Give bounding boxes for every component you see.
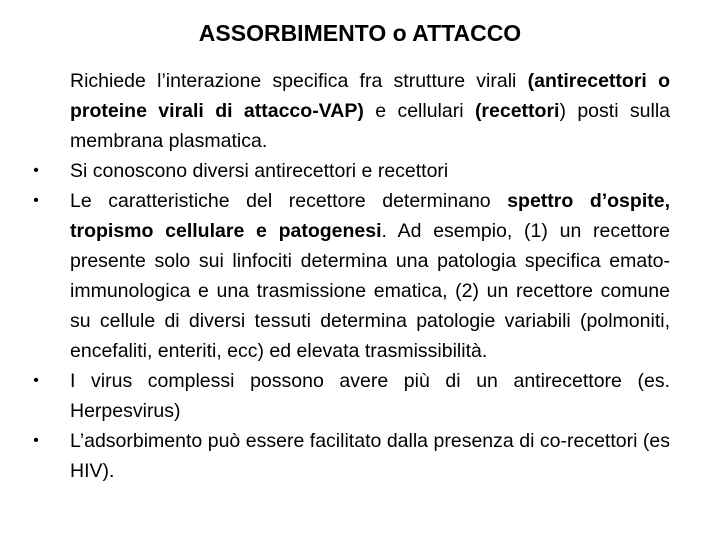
list-item [28, 156, 670, 186]
text-span: e cellulari [363, 100, 475, 122]
list-item-text [70, 426, 670, 486]
list-item [28, 186, 670, 366]
text-span: Si conoscono diversi antirecettori e recettori [70, 160, 449, 182]
list-item [28, 426, 670, 486]
slide-title: ASSORBIMENTO o ATTACCO [198, 20, 522, 46]
bold-text: spettro d’ospite, tropismo cellulare e patogenesi [70, 190, 670, 242]
list-item [28, 366, 670, 426]
text-span: I virus complessi possono avere più di un antirecettore (es. Herpesvirus) [70, 370, 670, 422]
list-item [28, 66, 670, 156]
bullet-dot-icon: • [33, 432, 39, 449]
text-span: ) posti sulla membrana plasmatica. [70, 100, 671, 152]
bullet-dot-icon: • [33, 372, 39, 389]
list-item-text [70, 156, 670, 186]
bold-text: (recettori [474, 100, 560, 122]
text-span: L’adsorbimento può essere facilitato dalla presenza di co-recettori (es HIV). [70, 430, 670, 482]
list-item-text [70, 66, 670, 156]
text-span: Richiede l’interazione specifica fra strutture virali [70, 70, 528, 92]
list-item-text [70, 186, 670, 366]
bold-text: (antirecettori o proteine virali di attacco-VAP) [70, 70, 670, 122]
bullet-dot-icon: • [33, 162, 39, 179]
text-span: Le caratteristiche del recettore determinano [70, 190, 508, 212]
text-span: . Ad esempio, (1) un recettore presente solo sui linfociti determina una patologia specifica emato-immunologica e una trasmissione ematica, (2) un recettore comune su cellule di diversi tessuti determina patologie variabili (polmoniti, encefaliti, enteriti, ecc) ed elevata trasmissibilità. [70, 220, 670, 362]
bullet-list [28, 66, 670, 486]
list-item-text [70, 366, 670, 426]
bullet-dot-icon: • [33, 192, 39, 209]
